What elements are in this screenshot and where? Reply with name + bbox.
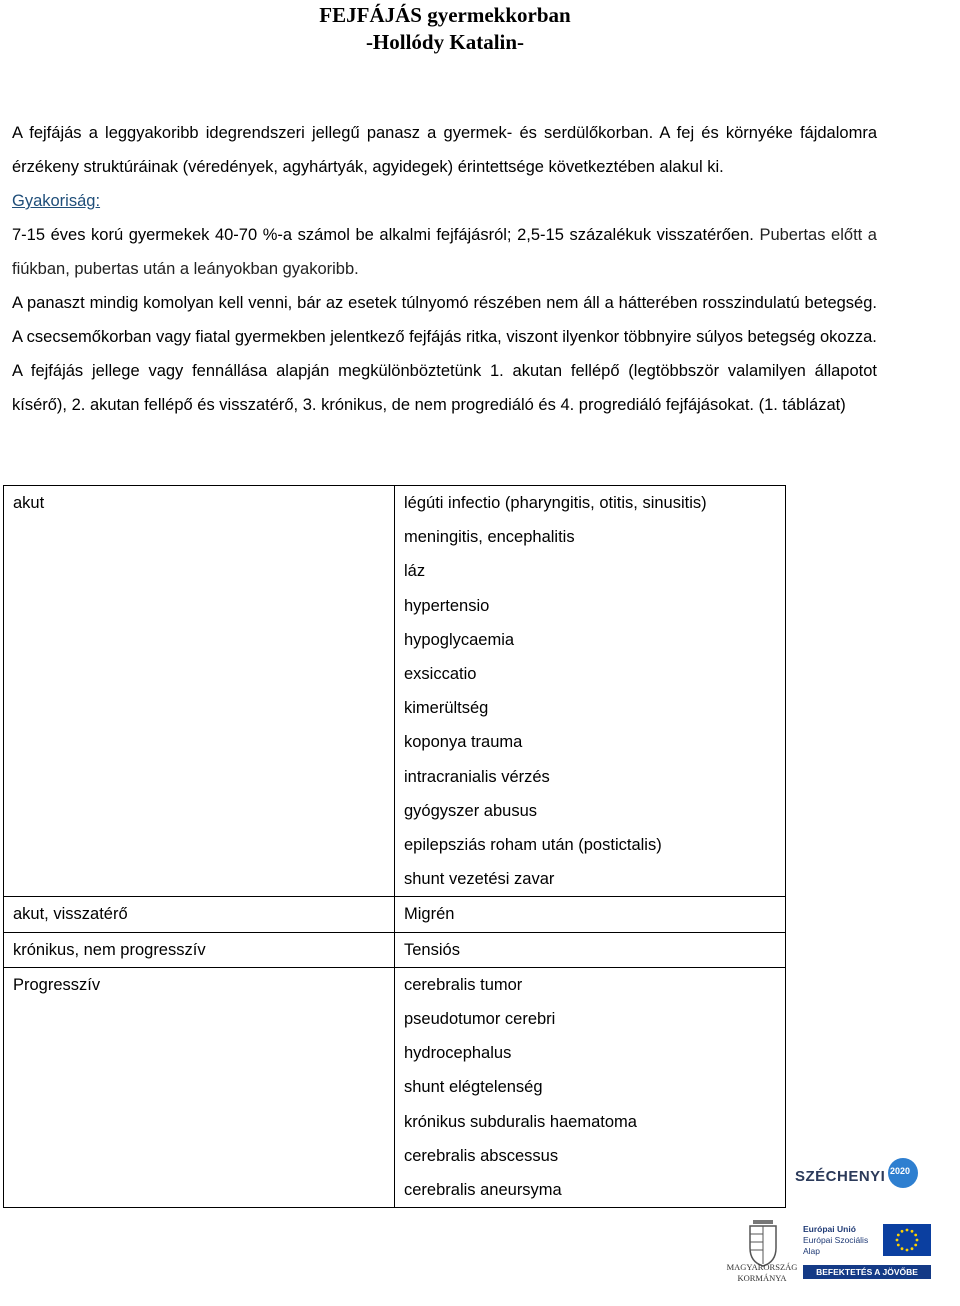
cause-item: hypoglycaemia xyxy=(404,630,515,649)
body-text xyxy=(12,116,877,422)
cause-item: légúti infectio (pharyngitis, otitis, sinusitis) xyxy=(404,494,707,512)
table-row xyxy=(4,897,786,932)
cause-item: gyógyszer abusus xyxy=(404,801,537,820)
cause-item: cerebralis tumor xyxy=(404,975,523,994)
cause-item: meningitis, encephalitis xyxy=(404,528,575,547)
eu-banner: BEFEKTETÉS A JÖVŐBE xyxy=(803,1265,931,1279)
cause-item: pseudotumor cerebri xyxy=(404,1010,556,1029)
frequency-text-2: Pubertas előtt a fiúkban, pubertas után a leányokban gyakoribb. xyxy=(12,226,877,278)
table-cell-category xyxy=(4,486,395,897)
cause-item: cerebralis aneursyma xyxy=(404,1181,562,1200)
table-cell-causes xyxy=(395,486,786,897)
category-label: krónikus, nem progresszív xyxy=(13,940,206,959)
cause-item: shunt vezetési zavar xyxy=(404,870,555,889)
eu-text xyxy=(803,1224,868,1257)
government-line-1: MAGYARORSZÁG xyxy=(726,1262,798,1272)
cause-item: hypertensio xyxy=(404,596,490,615)
table-row xyxy=(4,932,786,967)
cause-item: kimerültség xyxy=(404,699,489,718)
serious-paragraph: A panaszt mindig komolyan kell venni, bár az esetek túlnyomó részében nem áll a hátterében rosszindulatú betegség. A csecsemőkorban vagy fiatal gyermekben jelentkező fejfájás ritka, viszont ilyenkor többnyire súlyos betegség okozza. xyxy=(12,294,877,346)
types-paragraph: A fejfájás jellege vagy fennállása alapján megkülönböztetünk 1. akutan fellépő (legtöbbször valamilyen állapotot kísérő), 2. akutan fellépő és visszatérő, 3. krónikus, de nem progrediáló és 4. progrediáló fejfájásokat. (1. táblázat) xyxy=(12,362,877,414)
table-cell-causes xyxy=(395,932,786,967)
szechenyi-year: 2020 xyxy=(890,1166,911,1176)
frequency-paragraph xyxy=(12,218,877,286)
cause-item: koponya trauma xyxy=(404,733,523,752)
cause-item: láz xyxy=(404,562,426,581)
government-label xyxy=(722,1262,802,1284)
cause-item: hydrocephalus xyxy=(404,1044,512,1063)
table-row xyxy=(4,967,786,1207)
eu-logo xyxy=(803,1224,931,1280)
szechenyi-label: SZÉCHENYI xyxy=(795,1168,886,1185)
category-label: akut, visszatérő xyxy=(13,905,128,924)
frequency-heading: Gyakoriság: xyxy=(12,192,101,210)
government-line-2: KORMÁNYA xyxy=(737,1273,787,1283)
intro-paragraph: A fejfájás a leggyakoribb idegrendszeri jellegű panasz a gyermek- és serdülőkorban. A fej és környéke fájdalomra érzékeny struktúráinak (véredények, agyhártyák, agyidegek) érintettsége következtében alakul ki. xyxy=(12,124,877,176)
table-cell-category xyxy=(4,897,395,932)
cause-item: epilepsziás roham után (postictalis) xyxy=(404,836,662,855)
table-cell-causes xyxy=(395,967,786,1207)
eu-flag-icon xyxy=(883,1224,931,1256)
cause-item: krónikus subduralis haematoma xyxy=(404,1112,637,1131)
eu-line-1: Európai Unió xyxy=(803,1224,856,1234)
cause-item: exsiccatio xyxy=(404,665,477,684)
table-cell-causes xyxy=(395,897,786,932)
document-title: FEJFÁJÁS gyermekkorban xyxy=(319,3,571,27)
eu-line-3: Alap xyxy=(803,1246,821,1256)
table-cell-category xyxy=(4,967,395,1207)
frequency-text: 7-15 éves korú gyermekek 40-70 %-a számol be alkalmi fejfájásról; 2,5-15 százalékuk visszatérően. xyxy=(12,226,754,244)
cause-item: Migrén xyxy=(404,905,455,924)
cause-item: Tensiós xyxy=(404,940,460,959)
document-author: -Hollódy Katalin- xyxy=(365,30,525,54)
cause-item: cerebralis abscessus xyxy=(404,1146,559,1165)
cause-item: intracranialis vérzés xyxy=(404,767,550,786)
cause-item: shunt elégtelenség xyxy=(404,1078,543,1097)
category-label: Progresszív xyxy=(13,975,101,994)
table-cell-category xyxy=(4,932,395,967)
szechenyi-logo xyxy=(795,1158,925,1206)
table-row xyxy=(4,486,786,897)
category-label: akut xyxy=(13,494,45,512)
eu-line-2: Európai Szociális xyxy=(803,1235,869,1245)
headache-types-table xyxy=(3,485,786,1208)
